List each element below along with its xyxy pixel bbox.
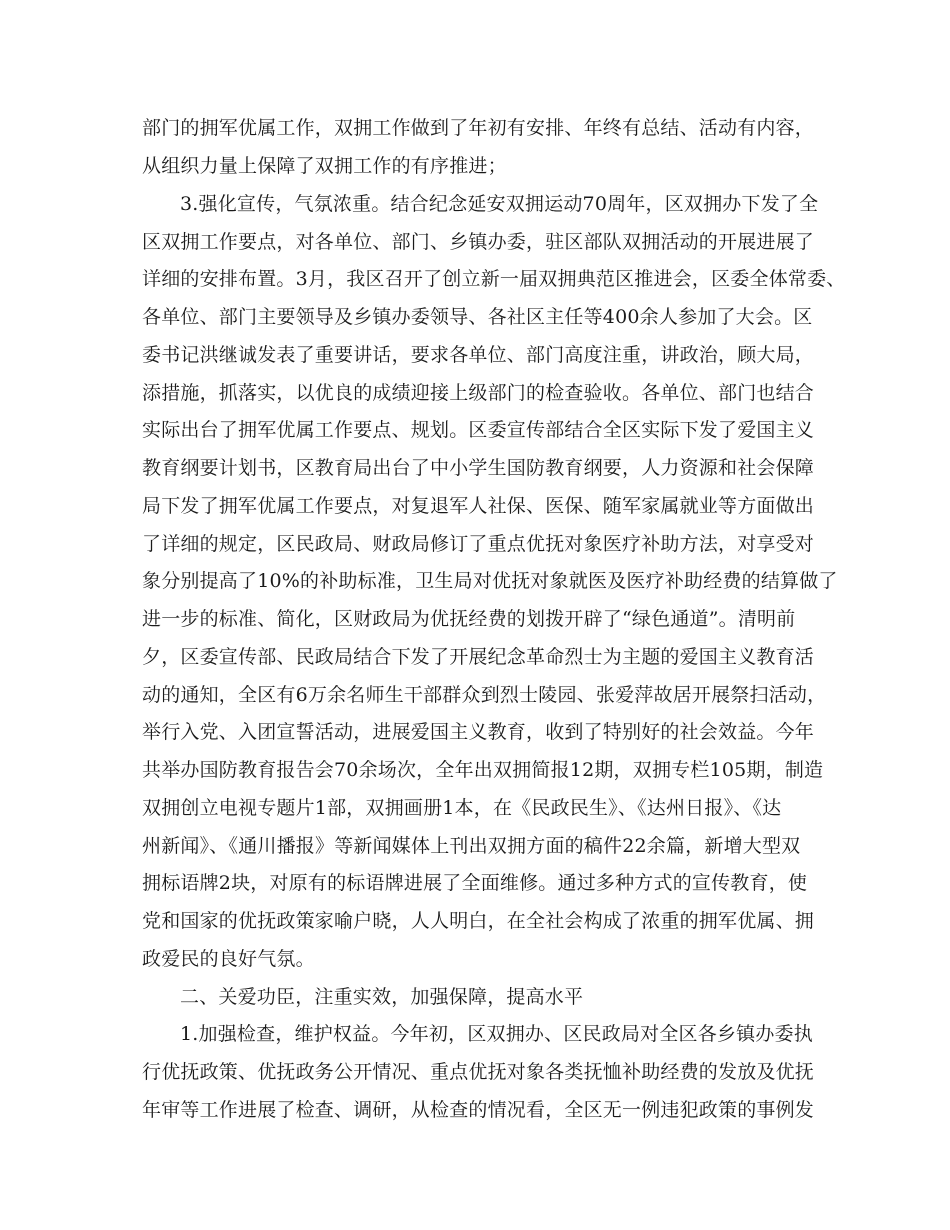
text-line: 教育纲要计划书，区教育局出台了中小学生国防教育纲要，人力资源和社会保障 — [142, 457, 815, 479]
text-line: 局下发了拥军优属工作要点，对复退军人社保、医保、随军家属就业等方面做出 — [142, 495, 815, 517]
text-line: 年审等工作进展了检查、调研，从检查的情况看，全区无一例违犯政策的事例发 — [142, 1099, 815, 1121]
text-line: 3.强化宣传，气氛浓重。结合纪念延安双拥运动70周年，区双拥办下发了全 — [180, 193, 819, 215]
text-line: 共举办国防教育报告会70余场次，全年出双拥简报12期，双拥专栏105期，制造 — [142, 759, 824, 781]
text-line: 详细的安排布置。3月，我区召开了创立新一届双拥典范区推进会，区委全体常委、 — [142, 268, 846, 290]
text-line: 双拥创立电视专题片1部，双拥画册1本，在《民政民生》、《达州日报》、《达 — [142, 797, 782, 819]
text-line: 区双拥工作要点，对各单位、部门、乡镇办委，驻区部队双拥活动的开展进展了 — [142, 231, 815, 253]
text-line: 动的通知，全区有6万余名师生干部群众到烈士陵园、张爱萍故居开展祭扫活动， — [142, 684, 827, 706]
text-line: 举行入党、入团宣誓活动，进展爱国主义教育，收到了特别好的社会效益。今年 — [142, 721, 815, 743]
text-line: 州新闻》、《通川播报》等新闻媒体上刊出双拥方面的稿件22余篇，新增大型双 — [142, 835, 801, 857]
text-line: 实际出台了拥军优属工作要点、规划。区委宣传部结合全区实际下发了爱国主义 — [142, 419, 815, 441]
text-line: 部门的拥军优属工作，双拥工作做到了年初有安排、年终有总结、活动有内容， — [142, 117, 815, 139]
text-line: 夕，区委宣传部、民政局结合下发了开展纪念革命烈士为主题的爱国主义教育活 — [142, 646, 815, 668]
text-line: 政爱民的良好气氛。 — [142, 948, 315, 970]
text-line: 添措施，抓落实，以优良的成绩迎接上级部门的检查验收。各单位、部门也结合 — [142, 382, 815, 404]
text-line: 了详细的规定，区民政局、财政局修订了重点优抚对象医疗补助方法，对享受对 — [142, 533, 815, 555]
text-line: 各单位、部门主要领导及乡镇办委领导、各社区主任等400余人参加了大会。区 — [142, 306, 813, 328]
text-line: 委书记洪继诚发表了重要讲话，要求各单位、部门高度注重，讲政治，顾大局， — [142, 344, 815, 366]
text-line: 拥标语牌2块，对原有的标语牌进展了全面维修。通过多种方式的宣传教育，使 — [142, 872, 808, 894]
text-line: 1.加强检查，维护权益。今年初，区双拥办、区民政局对全区各乡镇办委执 — [180, 1023, 813, 1045]
text-line: 行优抚政策、优抚政务公开情况、重点优抚对象各类抚恤补助经费的发放及优抚 — [142, 1061, 815, 1083]
text-line: 党和国家的优抚政策家喻户晓，人人明白，在全社会构成了浓重的拥军优属、拥 — [142, 910, 815, 932]
text-line: 从组织力量上保障了双拥工作的有序推进； — [142, 155, 507, 177]
text-line: 象分别提高了10%的补助标准，卫生局对优抚对象就医及医疗补助经费的结算做了 — [142, 570, 838, 592]
section-heading: 二、关爱功臣，注重实效，加强保障，提高水平 — [180, 986, 584, 1008]
text-line: 进一步的标准、简化，区财政局为优抚经费的划拨开辟了“绿色通道”。清明前 — [142, 608, 796, 630]
